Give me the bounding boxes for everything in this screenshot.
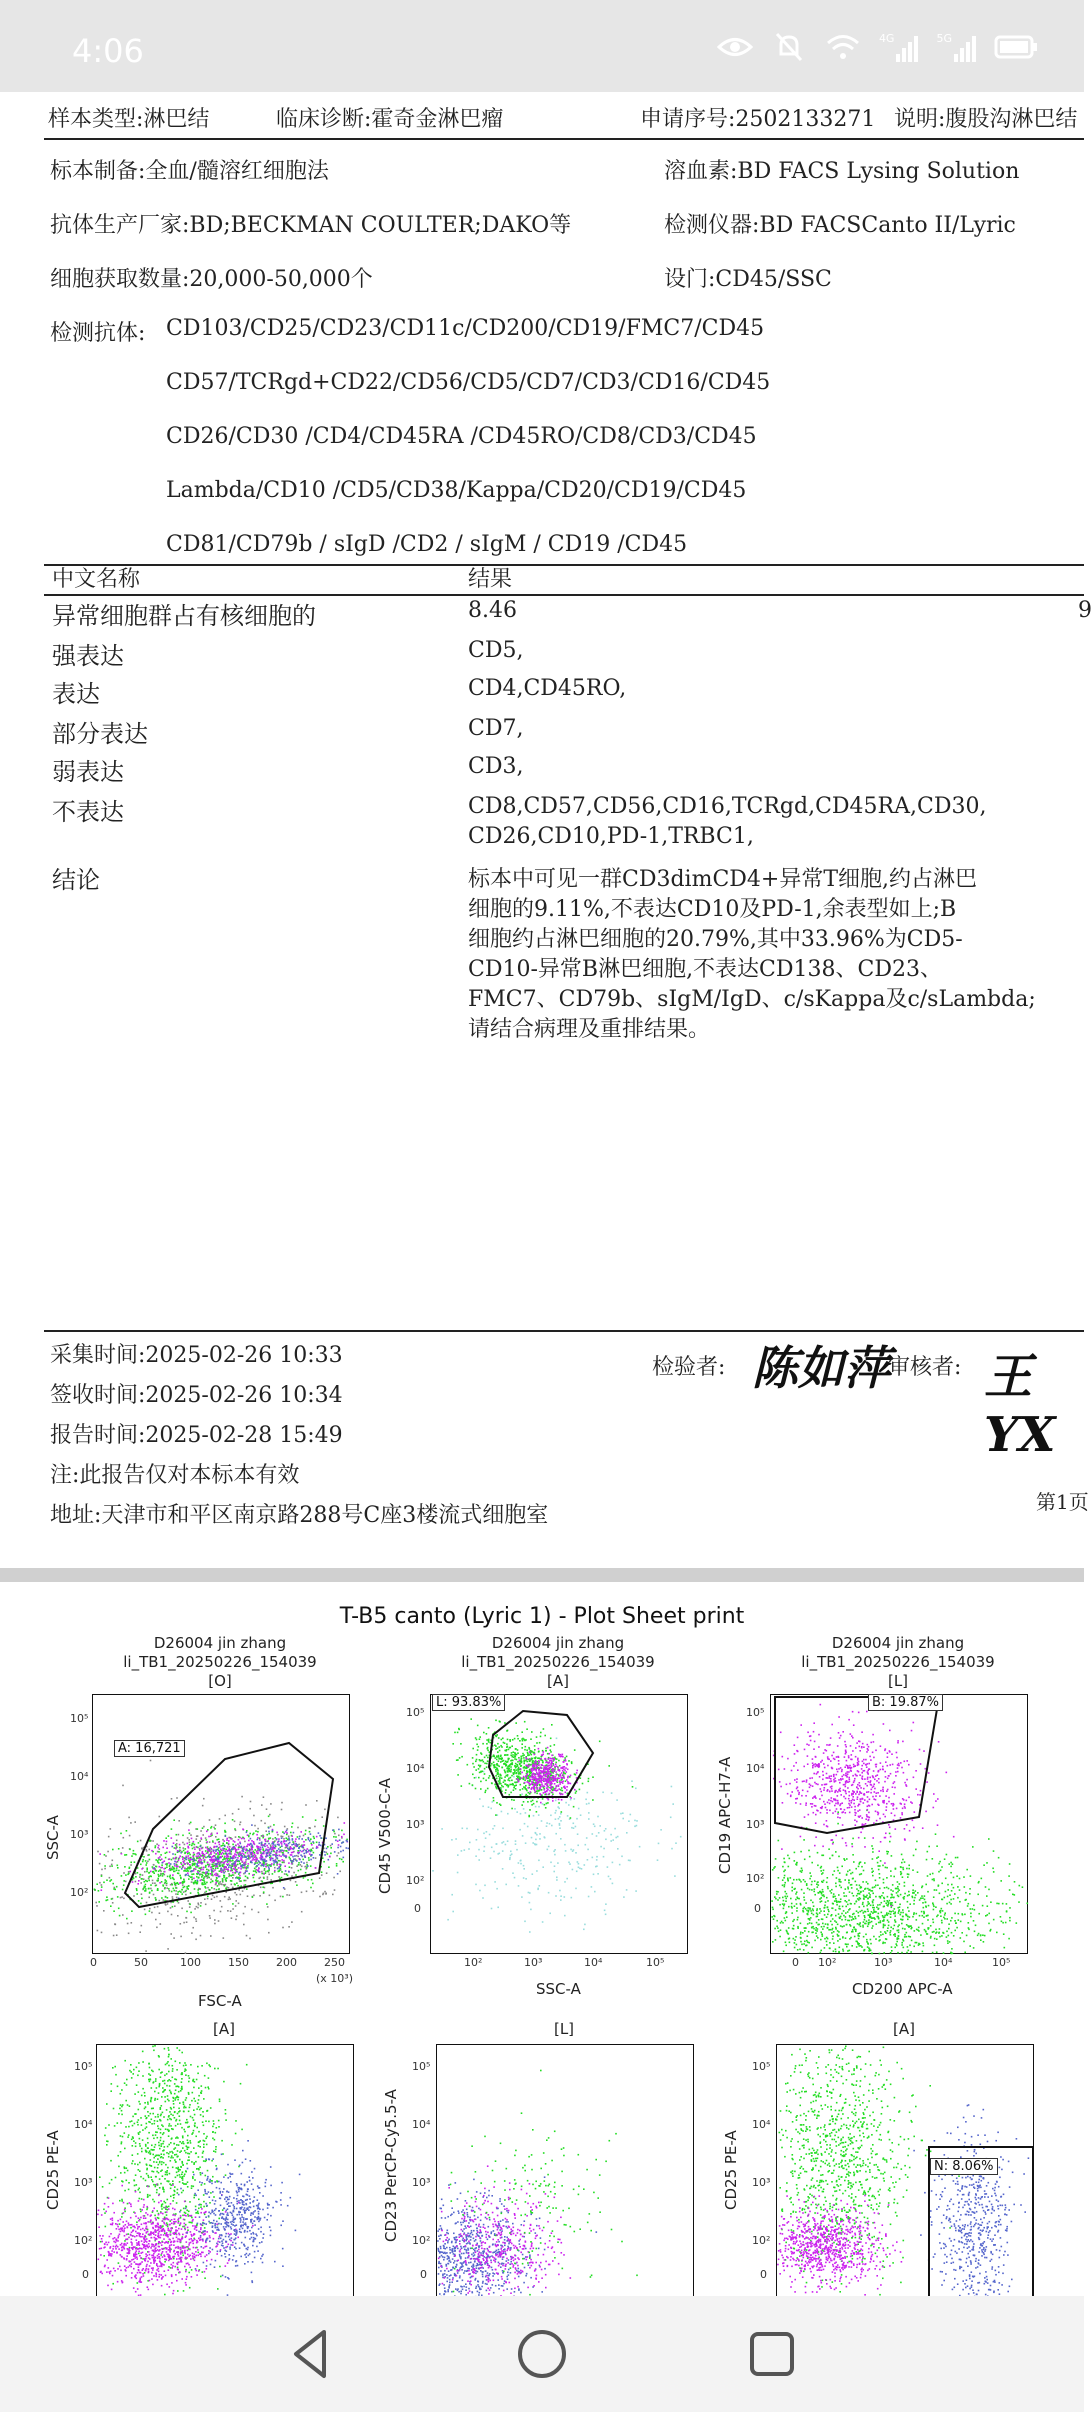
plot-4-ytick: 10² [74, 2234, 93, 2247]
plot-4-ylabel: CD25 PE-A [44, 2130, 62, 2210]
plot-1-ytick: 10⁵ [70, 1712, 89, 1725]
plot-2-ytick: 0 [414, 1902, 421, 1915]
plot-3-ytick: 10⁵ [746, 1706, 765, 1719]
plot-2-header [430, 1634, 686, 1691]
result-name: 不表达 [52, 798, 124, 826]
plot-2-xtick: 10² [464, 1956, 483, 1969]
result-value: 8.46 [468, 598, 517, 623]
result-value: CD3, [468, 754, 524, 779]
plot-1-ylabel: SSC-A [44, 1815, 62, 1860]
plot-6-header [776, 2020, 1032, 2039]
plot-1-xtick: 50 [134, 1956, 148, 1969]
page-separator [0, 1568, 1084, 1582]
plot-3-sample: D26004 jin zhang [831, 1634, 965, 1652]
plot-5-ytick: 10² [412, 2234, 431, 2247]
plot-6-gate-label: N: 8.06% [930, 2158, 998, 2175]
plot-3-xtick: 10⁴ [934, 1956, 953, 1969]
report-time: 报告时间:2025-02-28 15:49 [50, 1423, 343, 1448]
plot-1-xtick: 100 [180, 1956, 201, 1969]
conclusion-line: CD10-异常B淋巴细胞,不表达CD138、CD23、 [468, 957, 942, 982]
plot-6-scatter [776, 2044, 1034, 2316]
plot-6-ytick: 10³ [752, 2176, 771, 2189]
result-value-line: CD8,CD57,CD56,CD16,TCRgd,CD45RA,CD30, [468, 794, 987, 819]
status-time: 4:06 [72, 32, 144, 70]
report-document [0, 92, 1092, 1572]
back-icon[interactable] [282, 2324, 342, 2384]
plot-1-header [92, 1634, 348, 1691]
sample-type: 样本类型:淋巴结 [48, 107, 210, 132]
plot-3-xlabel: CD200 APC-A [852, 1980, 953, 1998]
plot-2-xtick: 10⁵ [646, 1956, 665, 1969]
plot-sheet-title: T-B5 canto (Lyric 1) - Plot Sheet print [339, 1604, 745, 1629]
plot-5-ytick: 10⁴ [412, 2118, 431, 2131]
antibody-label: 检测抗体: [50, 321, 146, 346]
plot-2-ytick: 10³ [406, 1818, 425, 1831]
plot-2-xtick: 10³ [524, 1956, 543, 1969]
conclusion-line: 细胞的9.11%,不表达CD10及PD-1,余表型如上;B [468, 897, 957, 922]
result-value: CD7, [468, 716, 524, 741]
antibody-panel-3: CD26/CD30 /CD4/CD45RA /CD45RO/CD8/CD3/CD45 [166, 424, 757, 449]
plot-3-ylabel: CD19 APC-H7-A [716, 1756, 734, 1874]
wifi-icon [825, 32, 861, 62]
validity-note: 注:此报告仅对本标本有效 [50, 1463, 300, 1488]
plot-1-ytick: 10⁴ [70, 1770, 89, 1783]
plot-3-ytick: 0 [754, 1902, 761, 1915]
plot-3-xtick: 10² [818, 1956, 837, 1969]
plot-1-xunit: (x 10³) [316, 1972, 353, 1985]
plot-1-xtick: 200 [276, 1956, 297, 1969]
plot-2-ytick: 10⁵ [406, 1706, 425, 1719]
plot-2-scatter [430, 1694, 688, 1954]
plot-3-parent: [L] [887, 1672, 909, 1690]
reviewer-label: 审核者: [888, 1355, 962, 1380]
plot-5-ytick: 10³ [412, 2176, 431, 2189]
plot-sheet [0, 1582, 1084, 2296]
plot-6-parent: [A] [893, 2020, 915, 2038]
plot-5-parent: [L] [553, 2020, 575, 2038]
inspector-label: 检验者: [652, 1355, 726, 1380]
col-name-header: 中文名称 [52, 567, 141, 592]
plot-4-parent: [A] [213, 2020, 235, 2038]
cell-count: 细胞获取数量:20,000-50,000个 [50, 267, 373, 292]
conclusion-line: 请结合病理及重排结果。 [468, 1017, 711, 1042]
gating: 设门:CD45/SSC [664, 267, 832, 292]
plot-4-ytick: 10³ [74, 2176, 93, 2189]
plot-3-xtick: 0 [792, 1956, 799, 1969]
antibody-panel-5: CD81/CD79b / sIgD /CD2 / sIgM / CD19 /CD45 [166, 532, 688, 557]
instrument: 检测仪器:BD FACSCanto II/Lyric [664, 213, 1016, 238]
plot-4-ytick: 10⁴ [74, 2118, 93, 2131]
plot-5-header [436, 2020, 692, 2039]
plot-6-ytick: 0 [760, 2268, 767, 2281]
plot-3-ytick: 10² [746, 1872, 765, 1885]
result-edge-char: 9 [1078, 598, 1092, 623]
result-name: 弱表达 [52, 758, 124, 786]
clinical-diagnosis: 临床诊断:霍奇金淋巴瘤 [276, 107, 504, 132]
col-result-header: 结果 [468, 567, 513, 592]
plot-2-xtick: 10⁴ [584, 1956, 603, 1969]
plot-6-ytick: 10² [752, 2234, 771, 2247]
plot-3-ytick: 10³ [746, 1818, 765, 1831]
lab-address: 地址:天津市和平区南京路288号C座3楼流式细胞室 [50, 1503, 549, 1528]
request-number: 申请序号:2502133271 [640, 107, 876, 132]
plot-2-gate-label: L: 93.83% [432, 1694, 505, 1711]
antibody-panel-4: Lambda/CD10 /CD5/CD38/Kappa/CD20/CD19/CD45 [166, 478, 747, 503]
collect-time: 采集时间:2025-02-26 10:33 [50, 1343, 343, 1368]
eye-icon [717, 32, 753, 62]
plot-1-ytick: 10³ [70, 1828, 89, 1841]
plot-2-xlabel: SSC-A [536, 1980, 581, 1998]
plot-5-ylabel: CD23 PerCP-Cy5.5-A [382, 2089, 400, 2242]
plot-1-file: li_TB1_20250226_154039 [123, 1653, 317, 1671]
conclusion-line: 细胞约占淋巴细胞的20.79%,其中33.96%为CD5- [468, 927, 963, 952]
plot-6-ytick: 10⁵ [752, 2060, 771, 2073]
plot-3-xtick: 10⁵ [992, 1956, 1011, 1969]
plot-6-ytick: 10⁴ [752, 2118, 771, 2131]
result-value-line: CD26,CD10,PD-1,TRBC1, [468, 824, 754, 849]
home-icon[interactable] [512, 2324, 572, 2384]
antibody-panel-1: CD103/CD25/CD23/CD11c/CD200/CD19/FMC7/CD45 [166, 316, 765, 341]
plot-2-parent: [A] [547, 1672, 569, 1690]
plot-3-scatter [770, 1694, 1028, 1954]
recents-icon[interactable] [742, 2324, 802, 2384]
signal-5g-icon [936, 32, 976, 62]
status-icons [717, 32, 1038, 62]
antibody-vendor: 抗体生产厂家:BD;BECKMAN COULTER;DAKO等 [50, 213, 572, 238]
note: 说明:腹股沟淋巴结 [894, 107, 1078, 132]
plot-1-gate-label: A: 16,721 [114, 1740, 185, 1757]
reviewer-signature: 王 YX [984, 1349, 1056, 1463]
plot-2-sample: D26004 jin zhang [491, 1634, 625, 1652]
plot-1-xlabel: FSC-A [198, 1992, 242, 2010]
result-name: 结论 [52, 866, 100, 894]
footer-rule [44, 1330, 1084, 1332]
plot-1-xtick: 0 [90, 1956, 97, 1969]
antibody-panel-2: CD57/TCRgd+CD22/CD56/CD5/CD7/CD3/CD16/CD45 [166, 370, 771, 395]
plot-3-file: li_TB1_20250226_154039 [801, 1653, 995, 1671]
plot-2-ytick: 10⁴ [406, 1762, 425, 1775]
plot-4-ytick: 0 [82, 2268, 89, 2281]
plot-3-ytick: 10⁴ [746, 1762, 765, 1775]
conclusion-line: FMC7、CD79b、sIgM/IgD、c/sKappa及c/sLambda; [468, 987, 1036, 1012]
result-value: CD5, [468, 638, 524, 663]
signal-4g-icon [879, 32, 919, 62]
result-name: 部分表达 [52, 720, 148, 748]
results-top-rule [44, 564, 1084, 566]
plot-3-xtick: 10³ [874, 1956, 893, 1969]
conclusion-line: 标本中可见一群CD3dimCD4+异常T细胞,约占淋巴 [468, 867, 978, 892]
plot-1-scatter [92, 1694, 350, 1954]
plot-3-gate-label: B: 19.87% [868, 1694, 943, 1711]
plot-4-ytick: 10⁵ [74, 2060, 93, 2073]
plot-2-ylabel: CD45 V500-C-A [376, 1777, 394, 1894]
inspector-signature: 陈如萍 [752, 1341, 890, 1395]
header-rule [44, 138, 1084, 140]
lysing-solution: 溶血素:BD FACS Lysing Solution [664, 159, 1020, 184]
plot-1-xtick: 250 [324, 1956, 345, 1969]
page-number: 第1页 [1036, 1490, 1089, 1514]
plot-3-header [770, 1634, 1026, 1691]
network-5g-label: 5G [936, 32, 952, 45]
plot-1-xtick: 150 [228, 1956, 249, 1969]
result-name: 异常细胞群占有核细胞的 [52, 602, 316, 630]
plot-5-ytick: 0 [420, 2268, 427, 2281]
sample-prep: 标本制备:全血/髓溶红细胞法 [50, 159, 329, 184]
plot-6-ylabel: CD25 PE-A [722, 2130, 740, 2210]
battery-icon [994, 32, 1038, 62]
plot-5-scatter [436, 2044, 694, 2316]
plot-5-ytick: 10⁵ [412, 2060, 431, 2073]
plot-2-file: li_TB1_20250226_154039 [461, 1653, 655, 1671]
result-name: 强表达 [52, 642, 124, 670]
plot-4-scatter [96, 2044, 354, 2316]
navigation-bar [0, 2296, 1084, 2412]
plot-2-ytick: 10² [406, 1874, 425, 1887]
result-value: CD4,CD45RO, [468, 676, 627, 701]
plot-1-parent: [O] [208, 1672, 232, 1690]
mute-bell-icon [771, 32, 807, 62]
plot-1-sample: D26004 jin zhang [153, 1634, 287, 1652]
status-bar [0, 0, 1084, 92]
network-4g-label: 4G [878, 32, 895, 45]
result-name: 表达 [52, 680, 100, 708]
plot-4-header [96, 2020, 352, 2039]
receive-time: 签收时间:2025-02-26 10:34 [50, 1383, 343, 1408]
plot-1-ytick: 10² [70, 1886, 89, 1899]
